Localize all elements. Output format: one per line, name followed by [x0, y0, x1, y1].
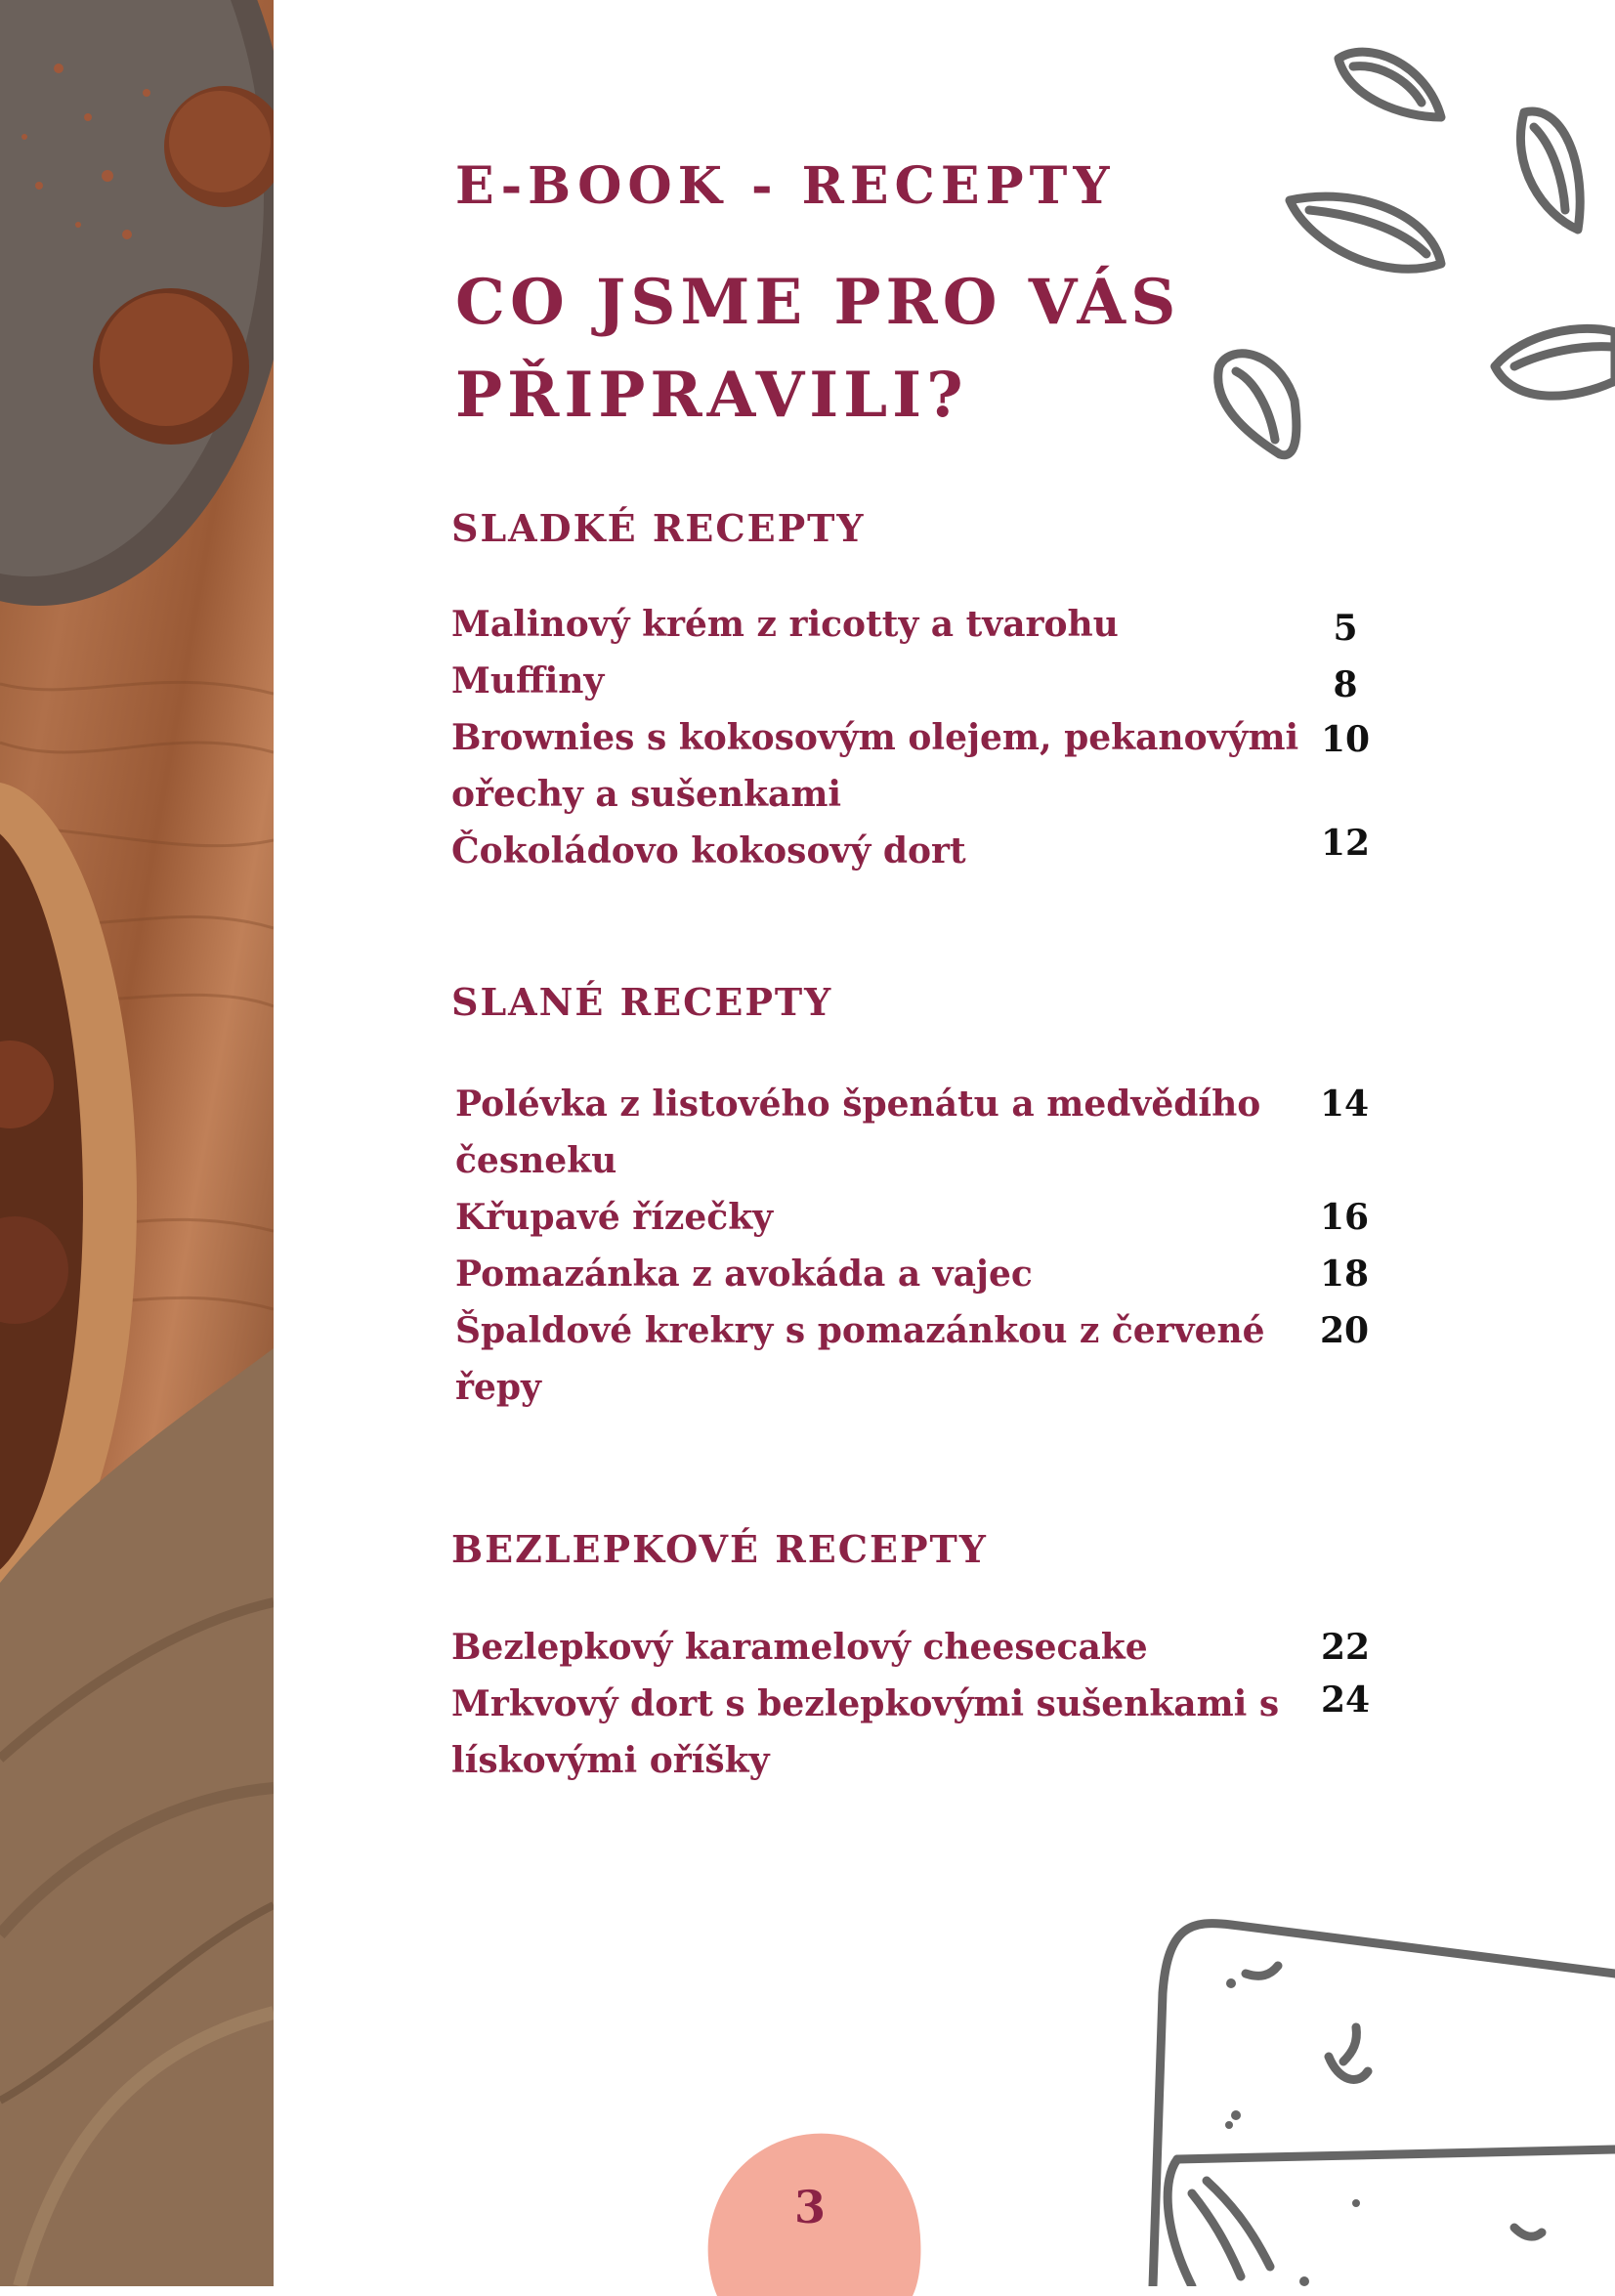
entry-page-number: 12	[1320, 823, 1371, 864]
entry-title: Čokoládovo kokosový dort	[451, 830, 966, 872]
page-title: CO JSME PRO VÁS PŘIPRAVILI?	[455, 266, 1181, 432]
section-heading: SLANÉ RECEPTY	[451, 980, 833, 1024]
cover-photo	[0, 0, 274, 2286]
entry-title: Muffiny	[451, 660, 605, 702]
entry-title: Bezlepkový karamelový cheesecake	[451, 1627, 1148, 1668]
entry-page-number: 20	[1319, 1310, 1370, 1351]
entry-page-number: 22	[1320, 1627, 1371, 1668]
section-heading: BEZLEPKOVÉ RECEPTY	[451, 1527, 988, 1571]
entry-title: Malinový krém z ricotty a tvarohu	[451, 604, 1119, 645]
food-photo-illustration	[0, 0, 274, 2286]
seed-doodle-icon	[1202, 20, 1615, 469]
entry-page-number: 8	[1333, 664, 1358, 705]
entry-title: Mrkvový dort s bezlepkovými sušenkami s lískovými oříšky	[451, 1683, 1280, 1781]
entry-page-number: 16	[1319, 1197, 1370, 1238]
section-sweet-recipes	[451, 506, 1389, 872]
page-number: 3	[793, 2181, 826, 2233]
entry-title: Brownies s kokosovým olejem, pekanovými ořechy a sušenkami	[451, 717, 1299, 815]
cheese-doodle-icon	[1124, 1905, 1615, 2286]
entry-title: Polévka z listového špenátu a medvědího česneku	[455, 1084, 1261, 1181]
section-heading: SLADKÉ RECEPTY	[451, 506, 866, 550]
entry-page-number: 10	[1320, 719, 1371, 760]
entry-page-number: 5	[1333, 608, 1358, 649]
entry-page-number: 24	[1320, 1679, 1371, 1721]
entry-title: Pomazánka z avokáda a vajec	[455, 1254, 1033, 1295]
entry-title: Křupavé řízečky	[455, 1197, 774, 1238]
entry-page-number: 18	[1319, 1254, 1370, 1295]
entry-title: Špaldové krekry s pomazánkou z červené řepy	[455, 1310, 1265, 1408]
entry-page-number: 14	[1319, 1084, 1370, 1125]
ebook-label: E-BOOK - RECEPTY	[455, 156, 1116, 216]
section-savory-recipes	[451, 980, 1389, 1408]
section-gluten-free-recipes	[451, 1527, 1389, 1781]
